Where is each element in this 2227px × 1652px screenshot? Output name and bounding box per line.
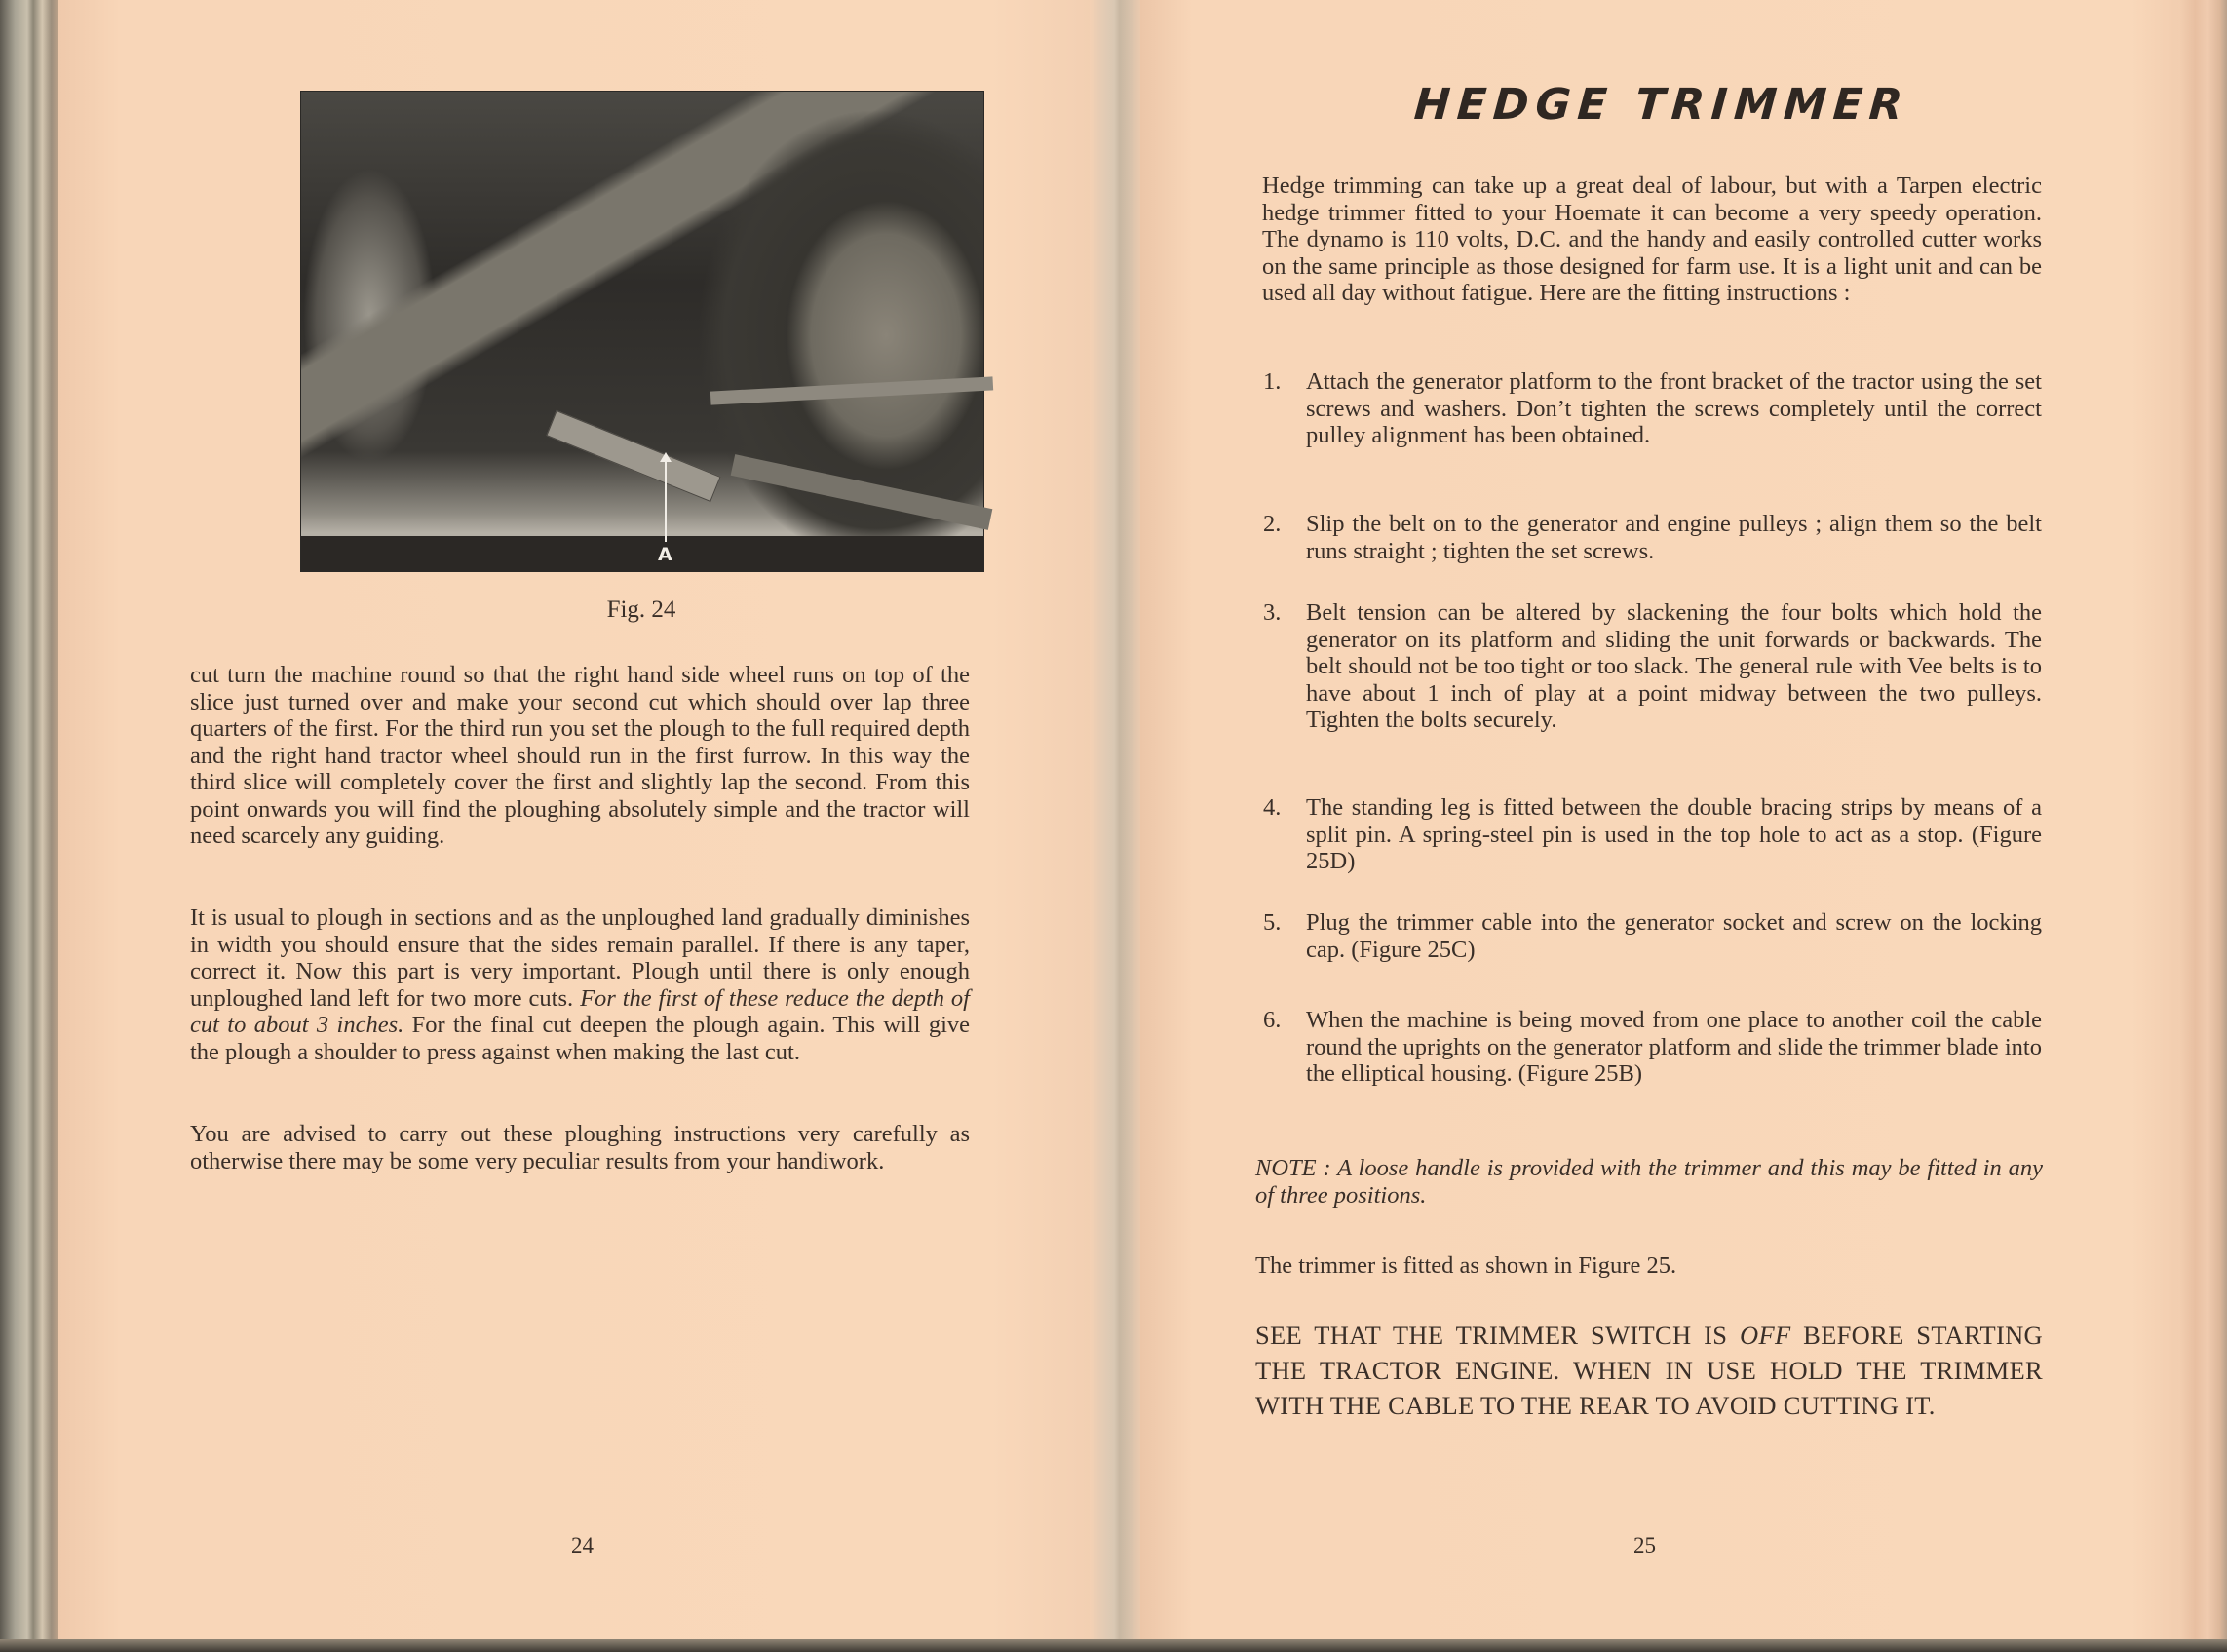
fitted-figure-text: The trimmer is fitted as shown in Figure 25. <box>1255 1252 1677 1279</box>
paragraph-ploughing-sections <box>190 904 970 1065</box>
arrow-up-icon <box>665 460 667 542</box>
instruction-number: 2. <box>1263 511 1282 537</box>
instruction-number: 4. <box>1263 794 1282 821</box>
instruction-item <box>1263 794 2042 875</box>
instruction-number: 1. <box>1263 368 1282 395</box>
instruction-item <box>1263 599 2042 734</box>
photo-bracket <box>731 454 993 530</box>
paragraph-text: It is usual to plough in sections and as the unploughed land gradually diminishes in width you should ensure that the sides remain parallel. If there is any taper, correct it. Now this part is very important. Plough until there is only enough unploughed land left for two more cuts. <box>190 904 970 1012</box>
instruction-number: 3. <box>1263 599 1282 626</box>
paragraph-advice: You are advised to carry out these ploughing instructions very carefully as otherwise there may be some very peculiar results from your handiwork. <box>190 1121 970 1174</box>
instruction-item <box>1263 511 2042 564</box>
instruction-item <box>1263 1007 2042 1088</box>
paragraph-text: For the final cut deepen the plough again. This will give the plough a shoulder to press against when making the last cut. <box>190 1012 971 1065</box>
note-text: NOTE : A loose handle is provided with the trimmer and this may be fitted in any of three positions. <box>1255 1155 2043 1209</box>
book-fore-edge-right <box>2178 0 2227 1652</box>
instruction-number: 5. <box>1263 909 1282 936</box>
book-gutter <box>1090 0 1144 1639</box>
right-page <box>1140 0 2183 1639</box>
book-spine-left-edge <box>0 0 60 1652</box>
instruction-text: Attach the generator platform to the front bracket of the tractor using the set screws and washers. Don’t tighten the screws completely until the correct pulley alignment has been obtained. <box>1306 368 2042 448</box>
figure-caption: Fig. 24 <box>606 596 676 623</box>
instruction-item <box>1263 909 2042 963</box>
page-number: 25 <box>1633 1533 1656 1557</box>
instruction-text: The standing leg is fitted between the double bracing strips by means of a split pin. A spring-steel pin is used in the top hole to act as a stop. (Figure 25D) <box>1306 794 2042 874</box>
paragraph-italic-emphasis: For the first of these reduce the depth of cut to about 3 inches. <box>190 984 970 1038</box>
page-number: 24 <box>571 1533 594 1557</box>
warning-text: BEFORE STARTING THE TRACTOR ENGINE. WHEN IN USE HOLD THE TRIMMER WITH THE CABLE TO THE REAR TO AVOID CUTTING IT. <box>1255 1321 2043 1420</box>
book-bottom-edge <box>0 1639 2227 1652</box>
warning-text: SEE THAT THE TRIMMER SWITCH IS <box>1255 1321 1741 1350</box>
left-page <box>58 0 1094 1639</box>
photo-tie-rod <box>710 376 993 404</box>
photo-bracing-strip <box>546 410 720 502</box>
section-title: HEDGE TRIMMER <box>1412 80 1911 130</box>
intro-paragraph: Hedge trimming can take up a great deal of labour, but with a Tarpen electric hedge trimmer fitted to your Hoemate it can become a very speedy operation. The dynamo is 110 volts, D.C. and the handy and easily controlled cutter works on the same principle as those designed for farm use. It is a light unit and can be used all day without fatigue. Here are the fitting instructions : <box>1262 173 2042 306</box>
paragraph-ploughing-cuts: cut turn the machine round so that the right hand side wheel runs on top of the slice just turned over and make your second cut which should over lap three quarters of the first. For the third run you set the plough to the full required depth and the right hand tractor wheel should run in the first furrow. In this way the third slice will completely cover the first and slightly lap the second. From this point onwards you will find the ploughing absolutely simple and the tractor will need scarcely any guiding. <box>190 662 970 849</box>
instruction-text: Belt tension can be altered by slackening the four bolts which hold the generator on its platform and sliding the unit forwards or backwards. The belt should not be too tight or too slack. The general rule with Vee belts is to have about 1 inch of play at a point midway between the two pulleys. Tighten the bolts securely. <box>1306 599 2042 733</box>
instruction-text: When the machine is being moved from one place to another coil the cable round the uprights on the generator platform and slide the trimmer blade into the elliptical housing. (Figure 25B) <box>1306 1007 2042 1087</box>
safety-warning <box>1255 1318 2043 1423</box>
photo-marker-label: A <box>658 544 672 565</box>
photo-label-bar <box>301 536 983 571</box>
instruction-item <box>1263 368 2042 449</box>
warning-emphasis: OFF <box>1740 1321 1791 1350</box>
instruction-number: 6. <box>1263 1007 1282 1033</box>
figure-24-photo <box>300 91 984 572</box>
instruction-text: Plug the trimmer cable into the generator socket and screw on the locking cap. (Figure 25C) <box>1306 909 2042 963</box>
instruction-text: Slip the belt on to the generator and engine pulleys ; align them so the belt runs straight ; tighten the set screws. <box>1306 511 2042 564</box>
